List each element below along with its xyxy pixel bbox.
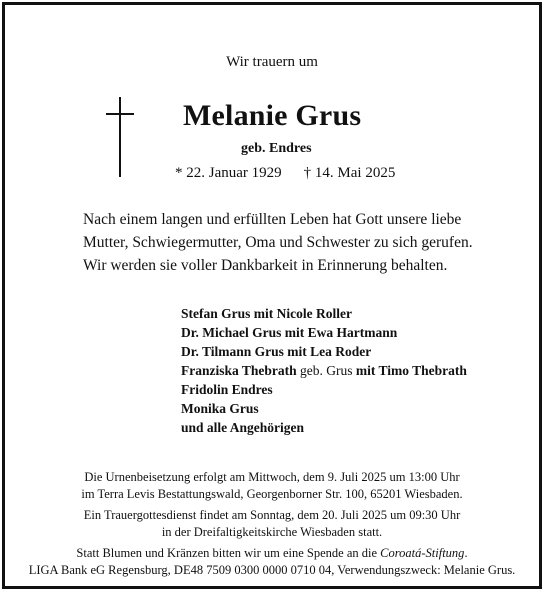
- bank-details: LIGA Bank eG Regensburg, DE48 7509 0300 0000 0710 04, Verwendungszweck: Melanie Grus.: [28, 563, 516, 577]
- memorial-text-line: Wir werden sie voller Dankbarkeit in Erinnerung behalten.: [83, 257, 448, 274]
- death-date: † 14. Mai 2025: [303, 165, 396, 181]
- mourner-partner: mit Timo Thebrath: [355, 363, 467, 378]
- burial-info: [5, 469, 539, 503]
- burial-line: im Terra Levis Bestattungswald, Georgenborner Str. 100, 65201 Wiesbaden.: [81, 487, 463, 501]
- mourner-line: Fridolin Endres: [181, 382, 273, 397]
- memorial-text-line: Nach einem langen und erfüllten Leben hat Gott unsere liebe: [83, 211, 462, 228]
- life-dates: [175, 165, 395, 182]
- mourner-line: Monika Grus: [181, 401, 259, 416]
- obituary-notice: [2, 2, 542, 589]
- birth-name: geb. Endres: [241, 141, 312, 156]
- latin-cross-icon: [105, 97, 135, 177]
- intro-text: Wir trauern um: [226, 54, 318, 70]
- donation-request: Statt Blumen und Kränzen bitten wir um eine Spende an die: [76, 546, 381, 560]
- memorial-text-line: Mutter, Schwiegermutter, Oma und Schwester zu sich gerufen.: [83, 234, 473, 251]
- memorial-text: [83, 208, 503, 277]
- service-info: [5, 507, 539, 541]
- deceased-name: Melanie Grus: [183, 99, 362, 132]
- mourner-line: Stefan Grus mit Nicole Roller: [181, 306, 352, 321]
- donation-period: .: [464, 546, 468, 560]
- burial-line: Die Urnenbeisetzung erfolgt am Mittwoch, dem 9. Juli 2025 um 13:00 Uhr: [84, 470, 460, 484]
- foundation-name: Coroatá-Stiftung: [380, 546, 465, 560]
- mourner-line: Dr. Tilmann Grus mit Lea Roder: [181, 344, 372, 359]
- donation-line: [5, 545, 539, 562]
- mourner-line: Dr. Michael Grus mit Ewa Hartmann: [181, 325, 398, 340]
- service-line: Ein Trauergottesdienst findet am Sonntag, dem 20. Juli 2025 um 09:30 Uhr: [83, 508, 461, 522]
- mourner-name: Franziska Thebrath: [181, 363, 297, 378]
- birth-date: * 22. Januar 1929: [175, 165, 282, 181]
- mourner-born-name: geb. Grus: [296, 363, 356, 378]
- donation-info: [5, 545, 539, 579]
- service-line: in der Dreifaltigkeitskirche Wiesbaden statt.: [161, 525, 383, 539]
- mourner-line: und alle Angehörigen: [181, 420, 305, 435]
- mourner-line: [181, 361, 467, 380]
- mourners-list: [181, 304, 467, 437]
